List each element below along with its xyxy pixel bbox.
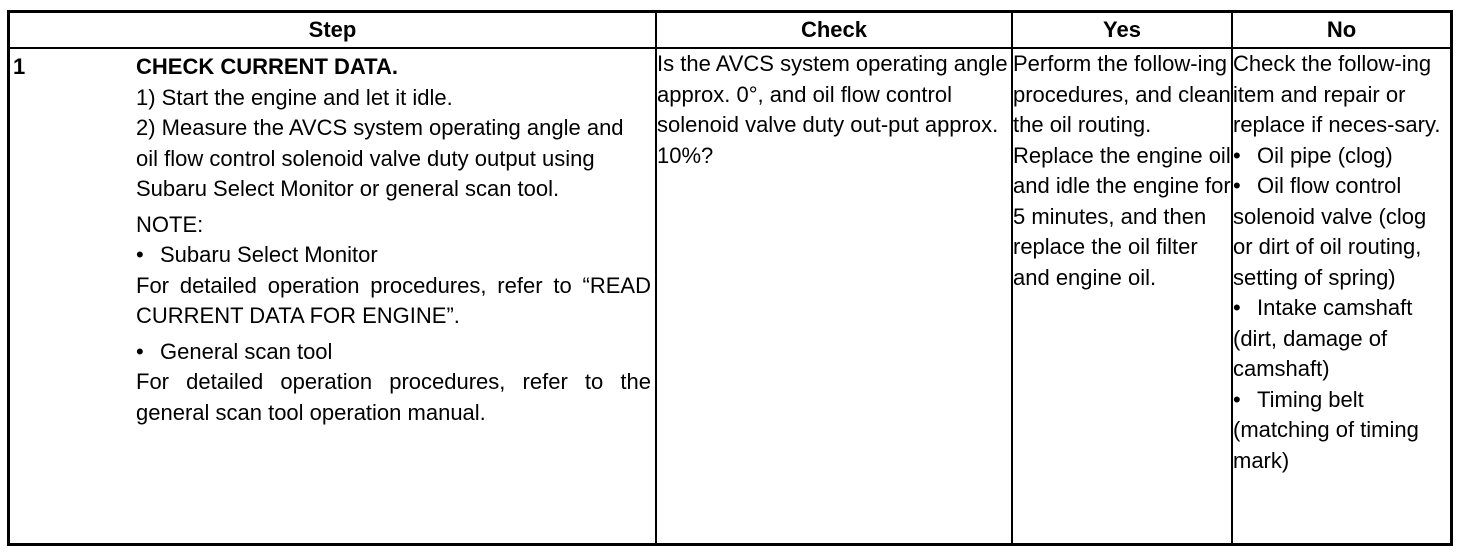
header-check: Check: [656, 12, 1012, 48]
no-intro: Check the follow-ing item and repair or replace if neces-sary.: [1233, 51, 1441, 137]
note-bullet-scan-tool: • General scan tool: [136, 337, 651, 368]
note-bullet-select-monitor: • Subaru Select Monitor: [136, 240, 651, 271]
step-substep-2: 2) Measure the AVCS system operating angle and oil flow control solenoid valve duty output using Subaru Select Monitor or general scan tool.: [136, 115, 624, 201]
no-item-camshaft: • Intake camshaft: [1233, 293, 1450, 324]
check-cell: [656, 48, 1012, 544]
no-item-timing-belt: • Timing belt: [1233, 385, 1450, 416]
step-body: [10, 49, 655, 432]
no-item-solenoid: • Oil flow control: [1233, 171, 1450, 202]
no-item-camshaft-detail: (dirt, damage of camshaft): [1233, 325, 1388, 381]
yes-procedure-2: Replace the engine oil and idle the engine for 5 minutes, and then replace the oil filter and engine oil.: [1013, 142, 1231, 290]
step-number: 1: [13, 54, 26, 79]
yes-procedure-1: Perform the follow-ing procedures, and clean the oil routing.: [1013, 51, 1231, 137]
table-header-row: [9, 12, 1451, 48]
no-item-solenoid-detail: solenoid valve (clog or dirt of oil routing, setting of spring): [1233, 203, 1427, 290]
step-cell: [9, 48, 656, 544]
step-title: CHECK CURRENT DATA.: [136, 54, 398, 79]
no-item-oil-pipe: • Oil pipe (clog): [1233, 141, 1450, 172]
diagnostic-step-table: [8, 11, 1452, 545]
note-scan-tool-text: For detailed operation procedures, refer to the general scan tool operation manual.: [136, 369, 651, 425]
step-substep-1: 1) Start the engine and let it idle.: [136, 84, 453, 110]
yes-cell: [1012, 48, 1232, 544]
header-no: No: [1232, 12, 1451, 48]
check-question: Is the AVCS system operating angle approx. 0°, and oil flow control solenoid valve duty out-put approx. 10%?: [657, 51, 1008, 168]
table-row: [9, 48, 1451, 544]
header-step: Step: [9, 12, 656, 48]
header-yes: Yes: [1012, 12, 1232, 48]
no-item-timing-belt-detail: (matching of timing mark): [1233, 417, 1419, 473]
note-select-monitor-text: For detailed operation procedures, refer to “READ CURRENT DATA FOR ENGINE”.: [136, 272, 651, 328]
note-label: NOTE:: [136, 211, 204, 237]
no-cell: [1232, 48, 1451, 544]
